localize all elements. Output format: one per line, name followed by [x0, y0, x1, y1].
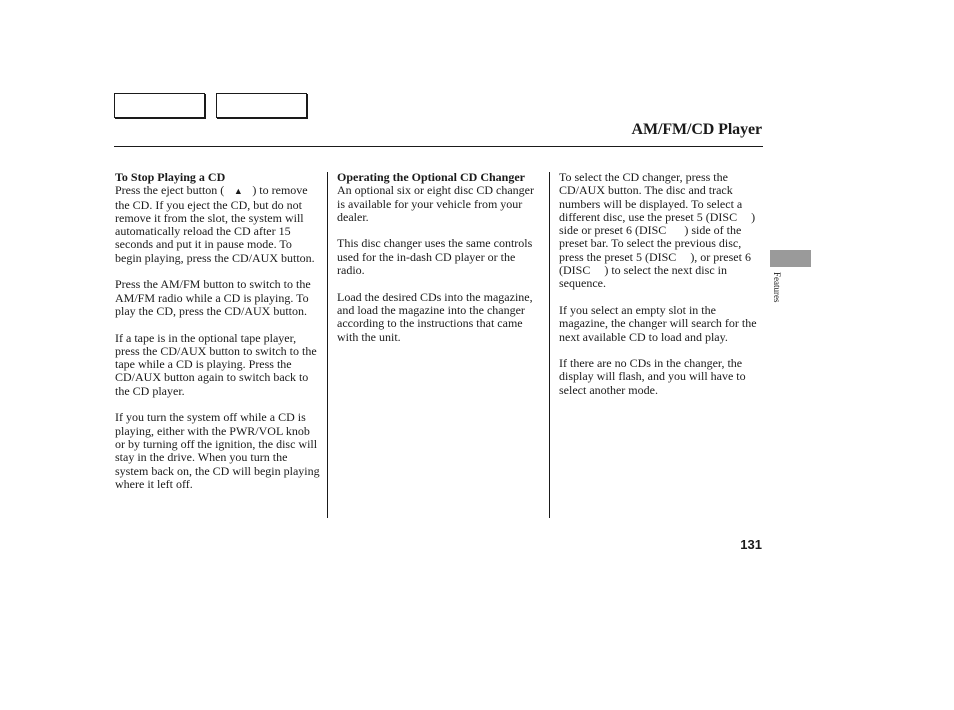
- paragraph-changer-controls: This disc changer uses the same controls used for the in-dash CD player or the radio.: [337, 236, 533, 278]
- section-tab-marker: [770, 250, 811, 267]
- column-cd-changer: [337, 171, 543, 357]
- section-heading-stop-playing: To Stop Playing a CD: [115, 170, 226, 184]
- paragraph-changer-availability: An optional six or eight disc CD changer is available for your vehicle from your dealer.: [337, 183, 534, 224]
- column-select-changer: [559, 171, 765, 410]
- select-disc-text-e: ) to select the next disc in sequence.: [559, 263, 727, 291]
- paragraph-no-cds: If there are no CDs in the changer, the display will flash, and you will have to select another mode.: [559, 356, 746, 397]
- paragraph-am-fm-switch: Press the AM/FM button to switch to the AM/FM radio while a CD is playing. To play the CD, press the CD/AUX button.: [115, 277, 311, 318]
- paragraph-load-magazine: Load the desired CDs into the magazine, and load the magazine into the changer according to the instructions that came with the unit.: [337, 289, 533, 344]
- paragraph-tape-switch: If a tape is in the optional tape player, press the CD/AUX button to switch to the tape while a CD is playing. Press the CD/AUX button again to switch back to the CD player.: [115, 330, 317, 398]
- section-label: Features: [772, 272, 782, 303]
- select-disc-text-a: To select the CD changer, press the CD/AUX button. The disc and track numbers will be displayed. To select a different disc, use the preset 5 (DISC: [559, 170, 743, 224]
- column-stop-playing: [115, 171, 321, 504]
- select-disc-text-b: ) side or preset 6 (DISC: [559, 209, 756, 238]
- paragraph-empty-slot: If you select an empty slot in the magazine, the changer will search for the next available CD to load and play.: [559, 302, 757, 344]
- select-disc-text-d: ), or preset 6 (DISC: [559, 249, 751, 278]
- eject-text-after: ) to remove the CD. If you eject the CD, but do not remove it from the slot, the system will automatically reload the CD after 15 seconds and put it in pause mode. To begin playing, press the CD/AUX button.: [115, 183, 315, 265]
- paragraph-power-off: If you turn the system off while a CD is playing, either with the PWR/VOL knob or by turning off the ignition, the disc will stay in the drive. When you turn the system back on, the CD will begin playing where it left off.: [115, 410, 320, 491]
- eject-icon: ▲: [233, 186, 243, 197]
- title-divider: [114, 146, 763, 147]
- section-heading-cd-changer: Operating the Optional CD Changer: [337, 170, 526, 184]
- paragraph-select-disc: [559, 171, 765, 291]
- nav-button-index[interactable]: [216, 93, 307, 118]
- page-title: AM/FM/CD Player: [631, 121, 762, 138]
- eject-text-before: Press the eject button (: [115, 183, 225, 198]
- column-divider-2: [549, 172, 550, 518]
- nav-button-contents[interactable]: [114, 93, 205, 118]
- paragraph-eject: [115, 184, 321, 265]
- page-number: 131: [740, 537, 762, 552]
- column-divider-1: [327, 172, 328, 518]
- select-disc-text-c: ) side of the preset bar. To select the previous disc, press the preset 5 (DISC: [559, 223, 742, 264]
